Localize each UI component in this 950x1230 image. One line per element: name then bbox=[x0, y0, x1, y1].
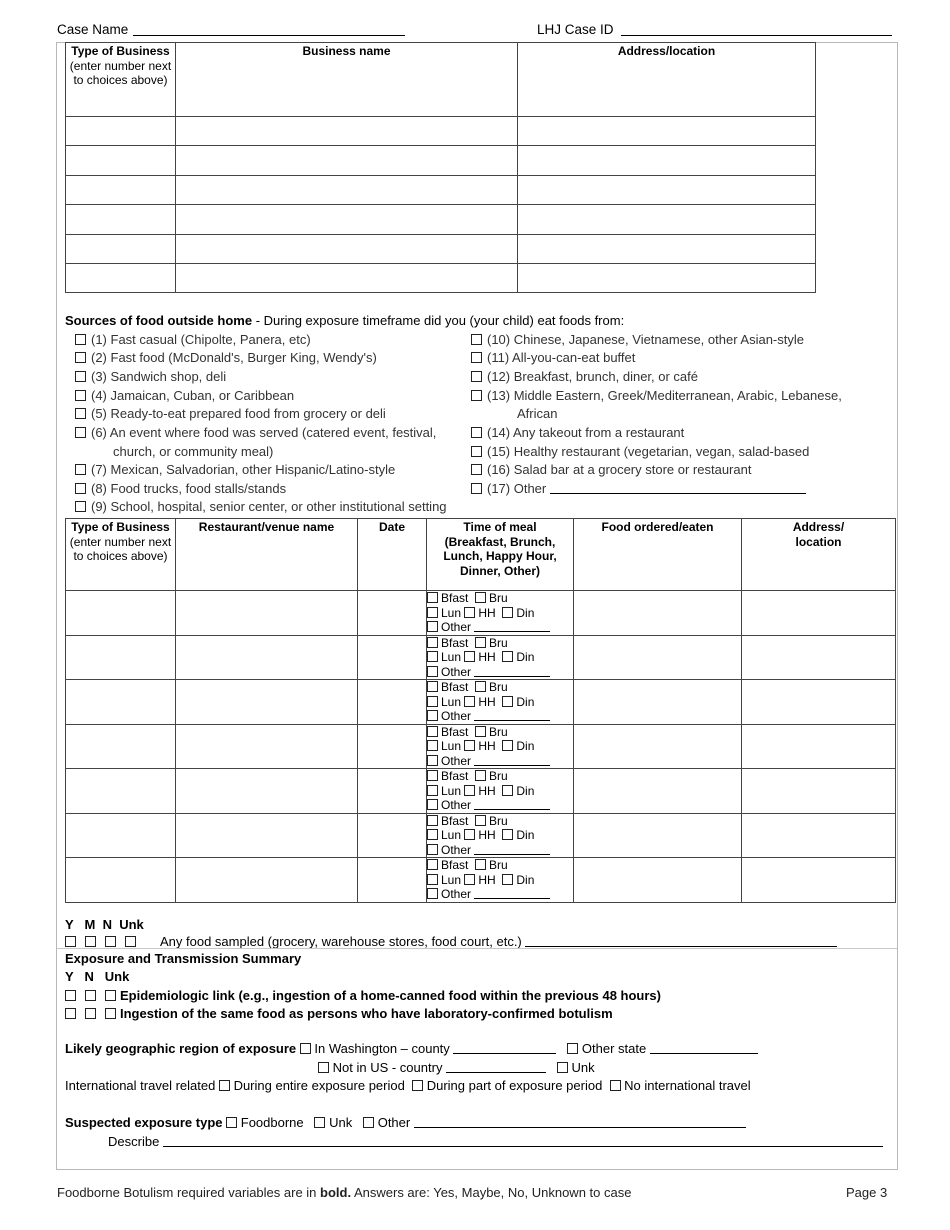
table-cell[interactable] bbox=[66, 635, 176, 680]
table-cell[interactable] bbox=[176, 205, 518, 235]
table-cell[interactable] bbox=[66, 769, 176, 814]
entire-period-checkbox[interactable] bbox=[219, 1080, 230, 1091]
source-option-3[interactable]: (3) Sandwich shop, deli bbox=[75, 369, 226, 384]
table-cell[interactable] bbox=[574, 591, 742, 636]
checkbox[interactable] bbox=[427, 637, 438, 648]
maybe-checkbox[interactable] bbox=[85, 936, 96, 947]
other-exposure-field[interactable] bbox=[414, 1116, 746, 1128]
checkbox[interactable] bbox=[464, 696, 475, 707]
checkbox[interactable] bbox=[427, 859, 438, 870]
exposure-type-row: Suspected exposure type Foodborne Unk Other bbox=[65, 1115, 746, 1130]
checkbox[interactable] bbox=[502, 785, 513, 796]
table-cell[interactable] bbox=[66, 591, 176, 636]
geo-region-row: Likely geographic region of exposure In Washington – county Other state bbox=[65, 1041, 758, 1056]
table-cell[interactable] bbox=[574, 724, 742, 769]
table-cell[interactable] bbox=[176, 264, 518, 293]
date-header: Date bbox=[358, 519, 427, 591]
checkbox[interactable] bbox=[471, 427, 482, 438]
checkbox[interactable] bbox=[464, 607, 475, 618]
table-cell[interactable] bbox=[358, 858, 427, 903]
table-cell[interactable] bbox=[176, 235, 518, 264]
table-cell[interactable] bbox=[66, 205, 176, 235]
source-option-15[interactable]: (15) Healthy restaurant (vegetarian, vegan, salad-based bbox=[471, 444, 809, 459]
describe-row: Describe bbox=[108, 1134, 883, 1149]
checkbox[interactable] bbox=[471, 464, 482, 475]
yes-checkbox[interactable] bbox=[65, 936, 76, 947]
checkbox[interactable] bbox=[75, 352, 86, 363]
checkbox[interactable] bbox=[471, 390, 482, 401]
checkbox[interactable] bbox=[427, 770, 438, 781]
yes-checkbox[interactable] bbox=[65, 990, 76, 1001]
table-cell[interactable] bbox=[518, 117, 816, 146]
table-cell[interactable] bbox=[66, 176, 176, 205]
footer-note: Foodborne Botulism required variables are in bold. Answers are: Yes, Maybe, No, Unknown to case bbox=[57, 1185, 632, 1200]
checkbox[interactable] bbox=[75, 464, 86, 475]
table-cell[interactable] bbox=[66, 813, 176, 858]
table-cell[interactable] bbox=[176, 635, 358, 680]
no-checkbox[interactable] bbox=[85, 990, 96, 1001]
source-option-5[interactable]: (5) Ready-to-eat prepared food from grocery or deli bbox=[75, 406, 386, 421]
case-name-field[interactable] bbox=[133, 24, 405, 36]
table-cell[interactable] bbox=[176, 176, 518, 205]
unk-checkbox[interactable] bbox=[314, 1117, 325, 1128]
source-option-4[interactable]: (4) Jamaican, Cuban, or Caribbean bbox=[75, 388, 294, 403]
other-source-field[interactable] bbox=[550, 482, 806, 494]
table-cell[interactable] bbox=[176, 858, 358, 903]
table-cell[interactable] bbox=[742, 769, 896, 814]
checkbox[interactable] bbox=[502, 696, 513, 707]
intl-travel-row: International travel related During entire exposure period During part of exposure period No international travel bbox=[65, 1078, 751, 1093]
summary-title: Exposure and Transmission Summary bbox=[65, 951, 302, 966]
checkbox[interactable] bbox=[471, 352, 482, 363]
country-field[interactable] bbox=[446, 1061, 546, 1073]
time-of-meal-header: Time of meal (Breakfast, Brunch, Lunch, Happy Hour, Dinner, Other) bbox=[427, 519, 574, 591]
table-cell[interactable] bbox=[574, 813, 742, 858]
source-option-11[interactable]: (11) All-you-can-eat buffet bbox=[471, 350, 635, 365]
other-meal-field[interactable] bbox=[474, 843, 550, 855]
case-name-label: Case Name bbox=[57, 22, 129, 37]
other-meal-field[interactable] bbox=[474, 709, 550, 721]
checkbox[interactable] bbox=[502, 740, 513, 751]
checkbox[interactable] bbox=[75, 501, 86, 512]
checkbox[interactable] bbox=[502, 607, 513, 618]
other-meal-field[interactable] bbox=[474, 887, 550, 899]
table-row bbox=[66, 680, 896, 725]
table-cell[interactable] bbox=[176, 146, 518, 176]
checkbox[interactable] bbox=[475, 592, 486, 603]
checkbox[interactable] bbox=[427, 785, 438, 796]
source-option-10[interactable]: (10) Chinese, Japanese, Vietnamese, other Asian-style bbox=[471, 332, 804, 347]
checkbox[interactable] bbox=[427, 696, 438, 707]
table-cell[interactable] bbox=[358, 769, 427, 814]
meal-options: Bfast Bru Lun HH Din Other bbox=[427, 813, 574, 858]
table-cell[interactable] bbox=[742, 680, 896, 725]
table-cell[interactable] bbox=[176, 724, 358, 769]
venue-name-header: Restaurant/venue name bbox=[176, 519, 358, 591]
no-intl-travel-checkbox[interactable] bbox=[610, 1080, 621, 1091]
checkbox[interactable] bbox=[427, 740, 438, 751]
checkbox[interactable] bbox=[427, 726, 438, 737]
checkbox[interactable] bbox=[427, 651, 438, 662]
unk-checkbox[interactable] bbox=[557, 1062, 568, 1073]
table-cell[interactable] bbox=[518, 146, 816, 176]
source-option-2[interactable]: (2) Fast food (McDonald's, Burger King, Wendy's) bbox=[75, 350, 377, 365]
table-cell[interactable] bbox=[358, 591, 427, 636]
checkbox[interactable] bbox=[75, 371, 86, 382]
checkbox[interactable] bbox=[427, 666, 438, 677]
meal-options: Bfast Bru Lun HH Din Other bbox=[427, 858, 574, 903]
checkbox[interactable] bbox=[427, 710, 438, 721]
checkbox[interactable] bbox=[475, 859, 486, 870]
table-cell[interactable] bbox=[742, 724, 896, 769]
table-row bbox=[66, 724, 896, 769]
food-sampled-answer-header: Y M N Unk bbox=[65, 917, 144, 932]
checkbox[interactable] bbox=[464, 874, 475, 885]
checkbox[interactable] bbox=[475, 726, 486, 737]
no-checkbox[interactable] bbox=[105, 936, 116, 947]
summary-answer-header: Y N Unk bbox=[65, 969, 130, 984]
address-location-header: Address/ location bbox=[742, 519, 896, 591]
checkbox[interactable] bbox=[502, 874, 513, 885]
table-cell[interactable] bbox=[358, 680, 427, 725]
checkbox[interactable] bbox=[475, 770, 486, 781]
table-cell[interactable] bbox=[358, 813, 427, 858]
yes-checkbox[interactable] bbox=[65, 1008, 76, 1019]
table-cell[interactable] bbox=[742, 635, 896, 680]
checkbox[interactable] bbox=[75, 334, 86, 345]
same-food-row: Ingestion of the same food as persons who have laboratory-confirmed botulism bbox=[65, 1006, 613, 1021]
checkbox[interactable] bbox=[427, 592, 438, 603]
table-cell[interactable] bbox=[742, 591, 896, 636]
checkbox[interactable] bbox=[427, 621, 438, 632]
unk-checkbox[interactable] bbox=[105, 1008, 116, 1019]
meal-options: Bfast Bru Lun HH Din Other bbox=[427, 680, 574, 725]
source-option-1[interactable]: (1) Fast casual (Chipolte, Panera, etc) bbox=[75, 332, 311, 347]
checkbox[interactable] bbox=[502, 829, 513, 840]
table-cell[interactable] bbox=[574, 769, 742, 814]
type-of-business-header: Type of Business (enter number next to choices above) bbox=[66, 519, 176, 591]
table-cell[interactable] bbox=[574, 858, 742, 903]
source-option-9[interactable]: (9) School, hospital, senior center, or other institutional setting bbox=[75, 499, 447, 514]
table-cell[interactable] bbox=[358, 635, 427, 680]
table-cell[interactable] bbox=[176, 591, 358, 636]
table-cell[interactable] bbox=[518, 235, 816, 264]
table-cell[interactable] bbox=[66, 235, 176, 264]
table-row bbox=[66, 591, 896, 636]
source-option-8[interactable]: (8) Food trucks, food stalls/stands bbox=[75, 481, 286, 496]
washington-checkbox[interactable] bbox=[300, 1043, 311, 1054]
table-row bbox=[66, 635, 896, 680]
source-option-7[interactable]: (7) Mexican, Salvadorian, other Hispanic/Latino-style bbox=[75, 462, 395, 477]
business-table bbox=[65, 42, 816, 293]
table-cell[interactable] bbox=[66, 264, 176, 293]
other-meal-field[interactable] bbox=[474, 754, 550, 766]
source-option-6-cont: church, or community meal) bbox=[113, 444, 274, 459]
checkbox[interactable] bbox=[427, 607, 438, 618]
checkbox[interactable] bbox=[475, 681, 486, 692]
table-cell[interactable] bbox=[66, 680, 176, 725]
checkbox[interactable] bbox=[471, 371, 482, 382]
table-cell[interactable] bbox=[66, 858, 176, 903]
unk-checkbox[interactable] bbox=[125, 936, 136, 947]
food-ordered-header: Food ordered/eaten bbox=[574, 519, 742, 591]
table-cell[interactable] bbox=[66, 724, 176, 769]
checkbox[interactable] bbox=[427, 755, 438, 766]
other-meal-field[interactable] bbox=[474, 798, 550, 810]
checkbox[interactable] bbox=[75, 390, 86, 401]
other-checkbox[interactable] bbox=[363, 1117, 374, 1128]
not-in-us-checkbox[interactable] bbox=[318, 1062, 329, 1073]
table-cell[interactable] bbox=[176, 117, 518, 146]
describe-field[interactable] bbox=[163, 1135, 883, 1147]
source-option-16[interactable]: (16) Salad bar at a grocery store or restaurant bbox=[471, 462, 751, 477]
checkbox[interactable] bbox=[464, 829, 475, 840]
table-cell[interactable] bbox=[176, 813, 358, 858]
checkbox[interactable] bbox=[471, 446, 482, 457]
meal-options: Bfast Bru Lun HH Din Other bbox=[427, 769, 574, 814]
address-location-header: Address/location bbox=[518, 43, 816, 117]
county-field[interactable] bbox=[453, 1042, 556, 1054]
lhj-case-id-label: LHJ Case ID bbox=[537, 22, 614, 37]
checkbox[interactable] bbox=[75, 483, 86, 494]
checkbox[interactable] bbox=[464, 651, 475, 662]
restaurant-table bbox=[65, 518, 896, 903]
checkbox[interactable] bbox=[427, 815, 438, 826]
checkbox[interactable] bbox=[75, 427, 86, 438]
table-row bbox=[66, 858, 896, 903]
other-state-field[interactable] bbox=[650, 1042, 758, 1054]
source-option-6[interactable]: (6) An event where food was served (catered event, festival, bbox=[75, 425, 436, 440]
checkbox[interactable] bbox=[427, 844, 438, 855]
foodborne-checkbox[interactable] bbox=[226, 1117, 237, 1128]
sources-heading: Sources of food outside home - During exposure timeframe did you (your child) eat foods from: bbox=[65, 313, 625, 328]
table-row bbox=[66, 813, 896, 858]
table-cell[interactable] bbox=[66, 146, 176, 176]
checkbox[interactable] bbox=[471, 334, 482, 345]
meal-options: Bfast Bru Lun HH Din Other bbox=[427, 591, 574, 636]
source-option-13[interactable]: (13) Middle Eastern, Greek/Mediterranean, Arabic, Lebanese, bbox=[471, 388, 842, 403]
epi-link-row: Epidemiologic link (e.g., ingestion of a home-canned food within the previous 48 hours) bbox=[65, 988, 661, 1003]
table-cell[interactable] bbox=[176, 680, 358, 725]
checkbox[interactable] bbox=[427, 829, 438, 840]
part-period-checkbox[interactable] bbox=[412, 1080, 423, 1091]
section-divider bbox=[57, 948, 897, 949]
checkbox[interactable] bbox=[427, 874, 438, 885]
other-state-checkbox[interactable] bbox=[567, 1043, 578, 1054]
food-sampled-field[interactable] bbox=[525, 935, 837, 947]
meal-options: Bfast Bru Lun HH Din Other bbox=[427, 724, 574, 769]
no-checkbox[interactable] bbox=[85, 1008, 96, 1019]
page-number: Page 3 bbox=[846, 1185, 888, 1200]
food-sampled-question: Any food sampled (grocery, warehouse stores, food court, etc.) bbox=[160, 934, 522, 949]
food-sampled-row bbox=[65, 934, 837, 949]
table-row bbox=[66, 769, 896, 814]
type-of-business-header: Type of Business (enter number next to choices above) bbox=[66, 43, 176, 117]
table-cell[interactable] bbox=[742, 858, 896, 903]
geo-region-row-2: Not in US - country Unk bbox=[318, 1060, 595, 1075]
table-cell[interactable] bbox=[518, 264, 816, 293]
checkbox[interactable] bbox=[427, 888, 438, 899]
source-option-14[interactable]: (14) Any takeout from a restaurant bbox=[471, 425, 684, 440]
table-cell[interactable] bbox=[66, 117, 176, 146]
checkbox[interactable] bbox=[475, 637, 486, 648]
unk-checkbox[interactable] bbox=[105, 990, 116, 1001]
other-meal-field[interactable] bbox=[474, 620, 550, 632]
checkbox[interactable] bbox=[475, 815, 486, 826]
other-meal-field[interactable] bbox=[474, 665, 550, 677]
checkbox[interactable] bbox=[427, 681, 438, 692]
table-cell[interactable] bbox=[518, 176, 816, 205]
table-cell[interactable] bbox=[518, 205, 816, 235]
table-cell[interactable] bbox=[358, 724, 427, 769]
lhj-case-id-field[interactable] bbox=[621, 24, 892, 36]
table-cell[interactable] bbox=[176, 769, 358, 814]
table-cell[interactable] bbox=[574, 635, 742, 680]
source-option-12[interactable]: (12) Breakfast, brunch, diner, or café bbox=[471, 369, 698, 384]
source-option-17[interactable]: (17) Other bbox=[471, 481, 806, 496]
checkbox[interactable] bbox=[427, 799, 438, 810]
checkbox[interactable] bbox=[464, 785, 475, 796]
business-name-header: Business name bbox=[176, 43, 518, 117]
table-cell[interactable] bbox=[742, 813, 896, 858]
checkbox[interactable] bbox=[471, 483, 482, 494]
source-option-13-cont: African bbox=[517, 406, 558, 421]
table-cell[interactable] bbox=[574, 680, 742, 725]
checkbox[interactable] bbox=[75, 408, 86, 419]
checkbox[interactable] bbox=[464, 740, 475, 751]
meal-options: Bfast Bru Lun HH Din Other bbox=[427, 635, 574, 680]
checkbox[interactable] bbox=[502, 651, 513, 662]
